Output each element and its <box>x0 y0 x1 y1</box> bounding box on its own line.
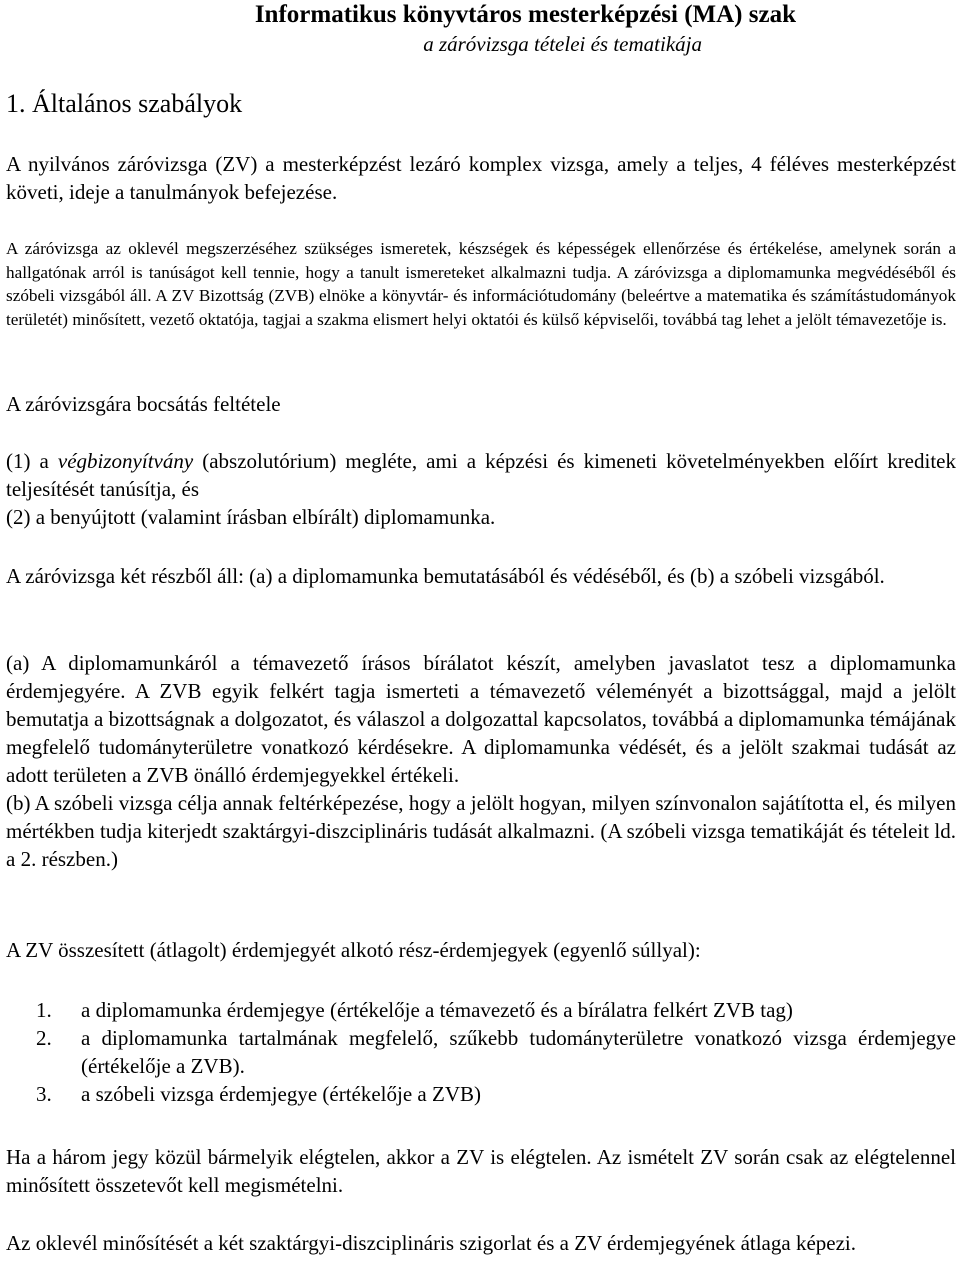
list-text: a diplomamunka tartalmának megfelelő, szűkebb tudományterületre vonatkozó vizsga érdemjegye (értékelője a ZVB). <box>81 1026 956 1078</box>
paragraph-two-parts <box>6 562 956 590</box>
paragraph-grade-intro <box>6 936 956 964</box>
list-number: 3. <box>36 1082 52 1106</box>
paragraph-text: A záróvizsga két részből áll: (a) a diplomamunka bemutatásából és védéséből, és (b) a szóbeli vizsgából. <box>6 564 885 588</box>
paragraph-failure-rule <box>6 1143 956 1199</box>
paragraph-part-a <box>6 649 956 873</box>
condition-2: (2) a benyújtott (valamint írásban elbírált) diplomamunka. <box>6 505 496 529</box>
condition-1 <box>6 447 956 503</box>
paragraph-text: Az oklevél minősítését a két szaktárgyi-diszciplináris szigorlat és a ZV érdemjegyének átlaga képezi. <box>6 1231 856 1255</box>
list-item <box>6 996 956 1024</box>
paragraph-text: (a) A diplomamunkáról a témavezető írásos bírálatot készít, amelyben javaslatot tesz a diplomamunka érdemjegyére. A ZVB egyik felkért tagja ismerteti a témavezető véleményét a bizottsággal, majd a jelölt bemutatja a bizottságnak a dolgozatot, és válaszol a dolgozattal kapcsolatos, továbbá a diplomamunka témájának megfelelő tudományterületre vonatkozó kérdésekre. A diplomamunka védését, és a jelölt szakmai tudását az adott területen a ZVB önálló érdemjegyekkel értékeli. <box>6 651 956 787</box>
paragraph-text: A ZV összesített (átlagolt) érdemjegyét alkotó rész-érdemjegyek (egyenlő súllyal): <box>6 938 701 962</box>
paragraph-zv-purpose <box>6 237 956 331</box>
paragraph-zv-definition <box>6 150 956 206</box>
list-item <box>6 1080 956 1108</box>
section-heading: 1. Általános szabályok <box>6 89 243 118</box>
list-number: 2. <box>36 1026 52 1050</box>
paragraph-conditions <box>6 447 956 531</box>
list-item <box>6 1024 956 1080</box>
paragraph-text: A nyilvános záróvizsga (ZV) a mesterképzést lezáró komplex vizsga, amely a teljes, 4 féléves mesterképzést követi, ideje a tanulmányok befejezése. <box>6 152 956 204</box>
condition-1-emphasis: végbizonyítvány <box>57 449 194 473</box>
list-number: 1. <box>36 998 52 1022</box>
paragraph-text: Ha a három jegy közül bármelyik elégtelen, akkor a ZV is elégtelen. Az ismételt ZV során csak az elégtelennel minősített összetevőt kell megismételni. <box>6 1145 956 1197</box>
subheading-text: A záróvizsgára bocsátás feltétele <box>6 392 281 416</box>
document-subtitle: a záróvizsga tételei és tematikája <box>423 32 702 56</box>
subheading-admission <box>6 390 956 418</box>
paragraph-part-b-text: (b) A szóbeli vizsga célja annak feltérképezése, hogy a jelölt hogyan, milyen színvonalon sajátította el, és milyen mértékben tudja kiterjedt szaktárgyi-diszciplináris tudását alkalmazni. (A szóbeli vizsga tematikáját és tételeit ld. a 2. részben.) <box>6 791 956 871</box>
list-text: a diplomamunka érdemjegye (értékelője a témavezető és a bírálatra felkért ZVB tag) <box>81 998 793 1022</box>
list-text: a szóbeli vizsga érdemjegye (értékelője a ZVB) <box>81 1082 481 1106</box>
grade-list <box>6 996 956 1108</box>
paragraph-diploma-rating <box>6 1229 956 1257</box>
document-title: Informatikus könyvtáros mesterképzési (MA) szak <box>254 1 796 28</box>
condition-1-suffix: (abszolutórium) megléte, ami a képzési és kimeneti követelményekben előírt kreditek teljesítését tanúsítja, és <box>6 449 956 501</box>
paragraph-text: A záróvizsga az oklevél megszerzéséhez szükséges ismeretek, készségek és képességek ellenőrzése és értékelése, amelynek során a hallgatónak arról is tanúságot kell tennie, hogy a tanult ismereteket alkalmazni tudja. A záróvizsga a diplomamunka megvédéséből és szóbeli vizsgából áll. A ZV Bizottság (ZVB) elnöke a könyvtár- és információtudomány (beleértve a matematika és számítástudományok területét) minősített, vezető oktatója, tagjai a szakma elismert helyi oktatói és külső képviselői, továbbá tag lehet a jelölt témavezetője is. <box>6 239 956 329</box>
condition-1-prefix: (1) a <box>6 449 58 473</box>
